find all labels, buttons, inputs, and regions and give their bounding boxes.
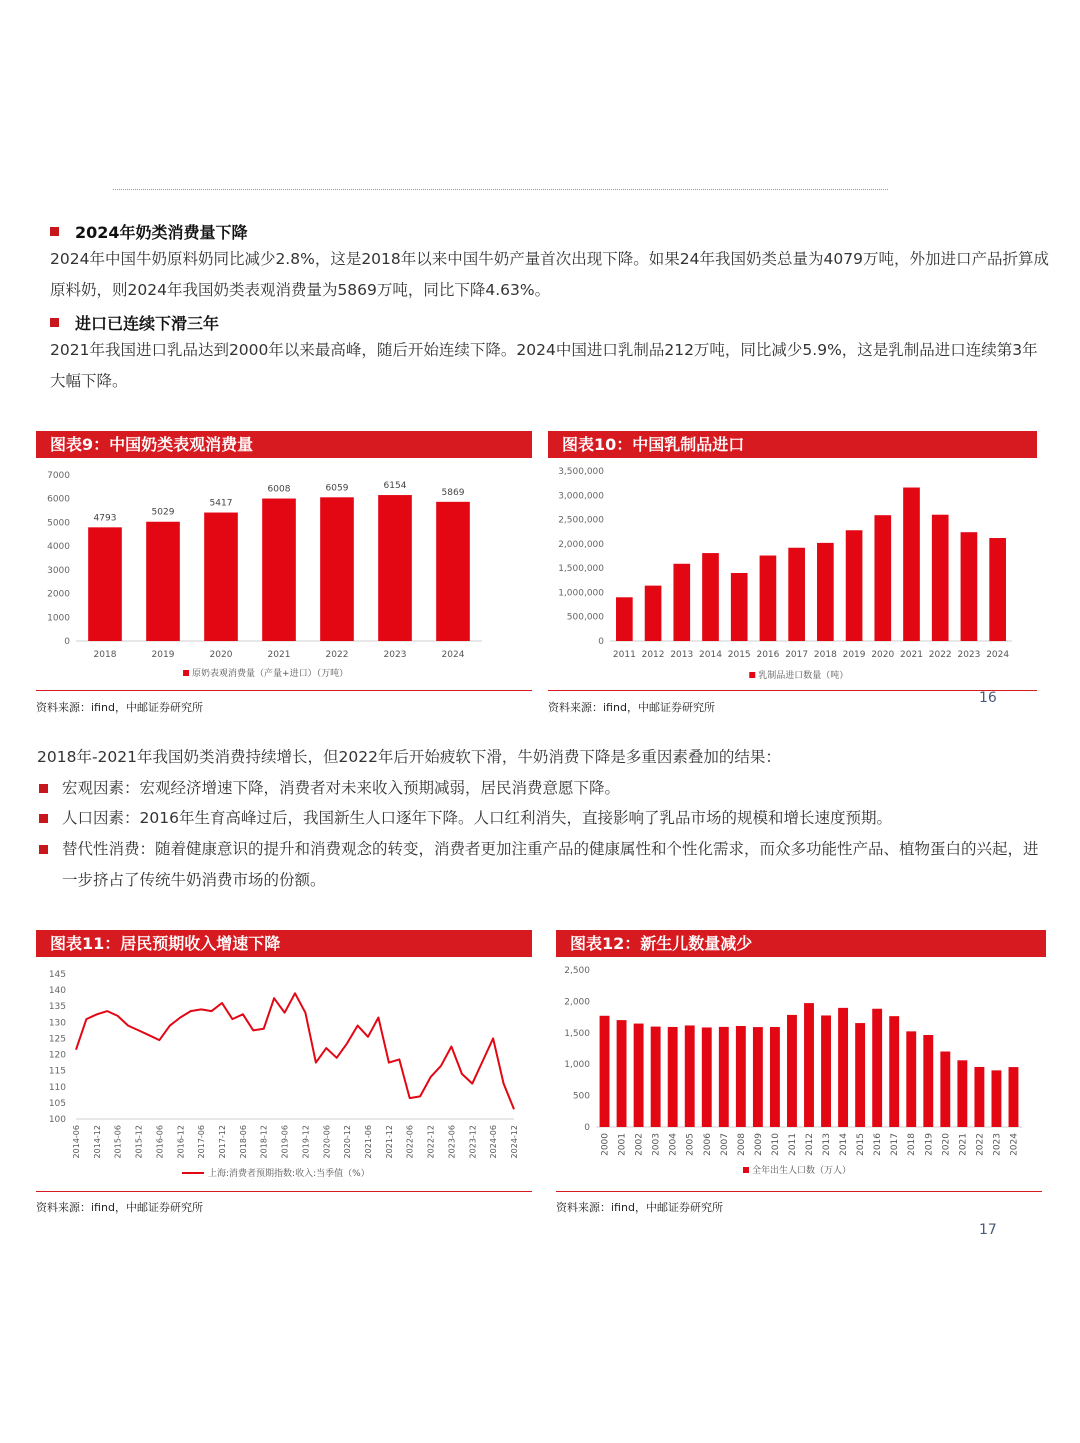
x-tick-label: 2022-06 — [405, 1125, 415, 1159]
x-tick-label: 2003 — [651, 1133, 662, 1156]
source-divider — [36, 690, 532, 691]
chart10-title: 图表10：中国乳制品进口 — [548, 431, 1037, 458]
y-tick-label: 0 — [598, 637, 604, 647]
bar — [932, 515, 949, 641]
bar — [616, 597, 633, 641]
chart10-dairy-imports — [548, 462, 1037, 687]
data-label: 4793 — [93, 513, 117, 524]
x-tick-label: 2017 — [890, 1133, 901, 1156]
bar — [846, 530, 863, 641]
x-tick-label: 2015 — [856, 1133, 867, 1156]
x-tick-label: 2022 — [975, 1133, 986, 1156]
bar — [702, 553, 719, 641]
data-label: 6154 — [383, 481, 407, 492]
y-tick-label: 3,000,000 — [558, 491, 604, 502]
page-number-17: 17 — [979, 1222, 997, 1238]
legend-label: 原奶表观消费量（产量+进口）（万吨） — [192, 669, 349, 679]
y-tick-label: 120 — [48, 1050, 66, 1061]
x-tick-label: 2012 — [641, 650, 665, 660]
bar — [974, 1067, 984, 1127]
bar — [788, 548, 805, 641]
bar — [838, 1008, 848, 1127]
chart10-source: 资料来源：ifind，中邮证券研究所 — [548, 701, 715, 714]
y-tick-label: 1000 — [47, 613, 70, 624]
y-tick-label: 145 — [48, 970, 66, 980]
bar — [731, 573, 748, 641]
x-tick-label: 2019-06 — [280, 1125, 290, 1159]
x-tick-label: 2024 — [1009, 1133, 1020, 1156]
y-tick-label: 1,000 — [564, 1060, 590, 1071]
bar — [821, 1015, 831, 1127]
data-label: 6059 — [325, 483, 349, 494]
bar — [760, 556, 777, 641]
y-tick-label: 100 — [48, 1115, 66, 1125]
x-tick-label: 2024-06 — [489, 1125, 499, 1159]
x-tick-label: 2021 — [900, 650, 923, 660]
bar — [991, 1070, 1001, 1127]
bar — [320, 497, 354, 641]
y-tick-label: 3000 — [47, 565, 70, 576]
x-tick-label: 2012 — [805, 1133, 815, 1156]
bar — [436, 502, 470, 641]
data-label: 6008 — [267, 484, 291, 495]
bar — [753, 1027, 763, 1127]
bullet-square-icon — [39, 845, 48, 854]
x-tick-label: 2016 — [756, 650, 780, 660]
y-tick-label: 7000 — [47, 471, 70, 481]
bar — [872, 1009, 882, 1127]
bar — [961, 532, 978, 641]
page-number-16: 16 — [979, 690, 997, 706]
bullet-square-icon — [50, 318, 59, 327]
x-tick-label: 2015-06 — [113, 1125, 123, 1159]
analysis-intro: 2018年-2021年我国奶类消费持续增长，但2022年后开始疲软下滑，牛奶消费下降是多重因素叠加的结果： — [37, 748, 781, 766]
bar — [787, 1015, 797, 1127]
bar — [903, 488, 920, 641]
bar — [262, 499, 296, 641]
x-tick-label: 2014 — [839, 1133, 850, 1156]
y-tick-label: 1,500,000 — [558, 564, 604, 575]
bar — [651, 1027, 661, 1127]
chart11-source: 资料来源：ifind，中邮证券研究所 — [36, 1201, 203, 1214]
source-divider — [556, 1191, 1042, 1192]
x-tick-label: 2005 — [685, 1133, 696, 1156]
bar — [804, 1003, 814, 1127]
bar — [634, 1024, 644, 1127]
bar — [855, 1023, 865, 1127]
chart12-newborns — [556, 962, 1042, 1188]
legend-swatch — [183, 670, 189, 676]
x-tick-label: 2020-12 — [343, 1125, 353, 1159]
legend-swatch — [749, 672, 755, 678]
y-tick-label: 6000 — [47, 494, 70, 505]
bar — [874, 515, 891, 641]
x-tick-label: 2020 — [871, 650, 895, 660]
chart12-source: 资料来源：ifind，中邮证券研究所 — [556, 1201, 723, 1214]
y-tick-label: 0 — [584, 1123, 590, 1133]
analysis-bullet-substitution — [37, 834, 1047, 896]
bar — [378, 495, 412, 641]
section-title-text: 2024年奶类消费量下降 — [75, 223, 248, 242]
x-tick-label: 2019-12 — [301, 1125, 311, 1159]
x-tick-label: 2018 — [813, 650, 837, 660]
y-tick-label: 1,000,000 — [558, 588, 604, 599]
x-tick-label: 2017-12 — [218, 1125, 227, 1159]
section-title-text: 进口已连续下滑三年 — [75, 314, 220, 333]
y-tick-label: 0 — [64, 637, 70, 647]
y-tick-label: 1,500 — [564, 1028, 590, 1039]
x-tick-label: 2014 — [699, 650, 722, 660]
bar — [770, 1027, 780, 1127]
bullet-text: 人口因素：2016年生育高峰过后，我国新生人口逐年下降。人口红利消失，直接影响了乳品市场的规模和增长速度预期。 — [62, 809, 892, 827]
legend-label: 全年出生人口数（万人） — [751, 1166, 851, 1176]
x-tick-label: 2015-12 — [134, 1125, 144, 1159]
y-tick-label: 500,000 — [566, 612, 604, 623]
data-label: 5869 — [441, 487, 465, 498]
bar — [957, 1060, 967, 1127]
bar — [204, 513, 238, 641]
chart12-title: 图表12：新生儿数量减少 — [556, 930, 1046, 957]
bullet-text: 替代性消费：随着健康意识的提升和消费观念的转变，消费者更加注重产品的健康属性和个性化需求，而众多功能性产品、植物蛋白的兴起，进一步挤占了传统牛奶消费市场的份额。 — [62, 840, 1039, 889]
bar — [668, 1027, 678, 1127]
y-tick-label: 105 — [48, 1098, 66, 1109]
y-tick-label: 2,500 — [564, 966, 590, 976]
x-tick-label: 2008 — [736, 1133, 747, 1156]
bar — [719, 1027, 729, 1127]
bar — [940, 1052, 950, 1127]
bar — [600, 1016, 610, 1127]
x-tick-label: 2001 — [617, 1133, 628, 1156]
bar — [88, 527, 122, 641]
x-tick-label: 2022-12 — [426, 1125, 436, 1159]
x-tick-label: 2010 — [770, 1133, 781, 1156]
bar — [673, 564, 690, 641]
source-divider — [36, 1191, 532, 1192]
x-tick-label: 2017-06 — [197, 1125, 207, 1159]
x-tick-label: 2007 — [719, 1133, 730, 1156]
x-tick-label: 2024 — [986, 650, 1010, 660]
x-tick-label: 2006 — [702, 1133, 713, 1156]
y-tick-label: 130 — [48, 1018, 66, 1029]
x-tick-label: 2013 — [822, 1133, 833, 1156]
y-tick-label: 110 — [48, 1082, 66, 1093]
series-line — [76, 993, 514, 1109]
chart9-source: 资料来源：ifind，中邮证券研究所 — [36, 701, 203, 714]
bar — [923, 1035, 933, 1127]
y-tick-label: 140 — [48, 986, 66, 997]
section-paragraph-consumption: 2024年中国牛奶原料奶同比减少2.8%，这是2018年以来中国牛奶产量首次出现下降。如果24年我国奶类总量为4079万吨，外加进口产品折算成原料奶，则2024年我国奶类表观消费量为5869万吨，同比下降4.63%。 — [50, 250, 1049, 299]
x-tick-label: 2013 — [670, 650, 694, 660]
bar — [702, 1027, 712, 1127]
bar — [645, 586, 662, 641]
x-tick-label: 2004 — [668, 1133, 679, 1156]
y-tick-label: 5000 — [47, 518, 70, 529]
x-tick-label: 2018-12 — [259, 1125, 269, 1159]
bar — [617, 1020, 627, 1127]
bar — [736, 1026, 746, 1127]
x-tick-label: 2016 — [873, 1133, 884, 1156]
x-tick-label: 2016-06 — [155, 1125, 165, 1159]
chart11-income-expectation — [36, 962, 532, 1188]
x-tick-label: 2009 — [753, 1133, 764, 1156]
x-tick-label: 2020 — [209, 650, 233, 660]
x-tick-label: 2021 — [958, 1133, 969, 1156]
bar — [989, 538, 1006, 641]
source-divider — [548, 690, 1037, 691]
y-tick-label: 2,000,000 — [558, 539, 604, 550]
x-tick-label: 2019 — [842, 650, 866, 660]
bar — [1009, 1067, 1019, 1127]
bar — [146, 522, 180, 641]
data-label: 5029 — [151, 507, 175, 518]
y-tick-label: 2,000 — [564, 997, 590, 1008]
y-tick-label: 2,500,000 — [558, 515, 604, 526]
x-tick-label: 2021-06 — [364, 1125, 373, 1159]
legend-label: 上海:消费者预期指数:收入:当季值（%） — [208, 1169, 370, 1179]
x-tick-label: 2022 — [928, 650, 952, 660]
bullet-square-icon — [39, 784, 48, 793]
chart9-title: 图表9：中国奶类表观消费量 — [36, 431, 532, 458]
y-tick-label: 125 — [48, 1034, 66, 1045]
x-tick-label: 2020 — [941, 1133, 952, 1156]
bar — [906, 1031, 916, 1127]
bar — [889, 1016, 899, 1127]
y-tick-label: 4000 — [47, 542, 70, 553]
x-tick-label: 2023 — [957, 650, 981, 660]
x-tick-label: 2021 — [267, 650, 291, 660]
x-tick-label: 2000 — [600, 1133, 611, 1156]
x-tick-label: 2021-12 — [384, 1125, 394, 1159]
bullet-square-icon — [39, 814, 48, 823]
x-tick-label: 2020-06 — [322, 1125, 332, 1159]
y-tick-label: 500 — [572, 1091, 590, 1102]
x-tick-label: 2016-12 — [176, 1125, 186, 1159]
x-tick-label: 2002 — [634, 1133, 645, 1156]
y-tick-label: 3,500,000 — [558, 467, 604, 477]
legend-label: 乳制品进口数量（吨） — [758, 671, 849, 681]
x-tick-label: 2023 — [383, 650, 407, 660]
x-tick-label: 2018-06 — [238, 1125, 248, 1159]
x-tick-label: 2015 — [727, 650, 751, 660]
y-tick-label: 115 — [48, 1066, 66, 1077]
bar — [685, 1025, 695, 1127]
chart11-title: 图表11：居民预期收入增速下降 — [36, 930, 532, 957]
x-tick-label: 2018 — [907, 1133, 918, 1156]
chart9-apparent-consumption — [36, 462, 532, 687]
x-tick-label: 2011 — [787, 1133, 798, 1156]
x-tick-label: 2024 — [441, 650, 465, 660]
x-tick-label: 2019 — [151, 650, 175, 660]
section-title-imports — [50, 311, 219, 334]
x-tick-label: 2019 — [924, 1133, 935, 1156]
x-tick-label: 2014-12 — [92, 1125, 102, 1159]
x-tick-label: 2023-06 — [447, 1125, 457, 1159]
section-paragraph-imports: 2021年我国进口乳品达到2000年以来最高峰，随后开始连续下降。2024中国进口乳制品212万吨，同比减少5.9%，这是乳制品进口连续第3年大幅下降。 — [50, 341, 1038, 390]
y-tick-label: 2000 — [47, 589, 70, 600]
y-tick-label: 135 — [48, 1002, 66, 1013]
bar — [817, 543, 834, 641]
x-tick-label: 2023-12 — [468, 1125, 478, 1159]
x-tick-label: 2018 — [93, 650, 117, 660]
x-tick-label: 2023 — [992, 1133, 1003, 1156]
analysis-bullet-macro — [37, 773, 1047, 804]
legend-swatch — [743, 1167, 749, 1173]
section-title-consumption — [50, 220, 248, 243]
x-tick-label: 2011 — [612, 650, 636, 660]
data-label: 5417 — [209, 498, 233, 509]
x-tick-label: 2024-12 — [510, 1125, 519, 1159]
x-tick-label: 2017 — [785, 650, 809, 660]
x-tick-label: 2022 — [325, 650, 349, 660]
bullet-text: 宏观因素：宏观经济增速下降，消费者对未来收入预期减弱，居民消费意愿下降。 — [62, 779, 621, 797]
bullet-square-icon — [50, 227, 59, 236]
top-divider — [113, 189, 888, 190]
analysis-bullet-population — [37, 803, 1047, 834]
x-tick-label: 2014-06 — [72, 1125, 81, 1159]
